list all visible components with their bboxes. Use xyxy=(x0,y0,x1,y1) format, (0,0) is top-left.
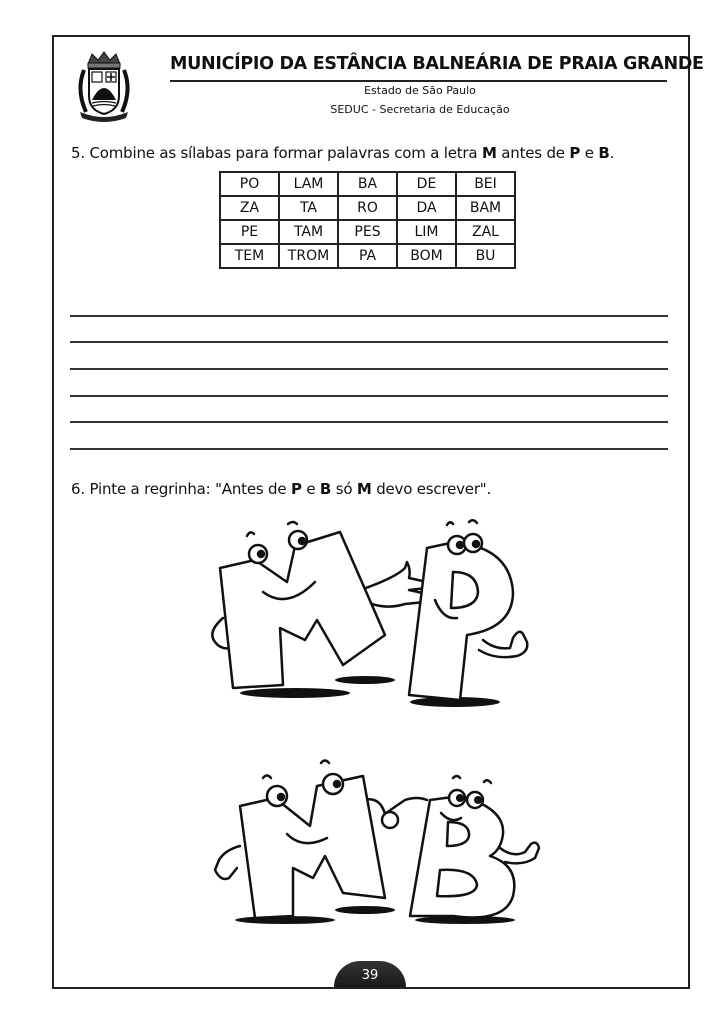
syllable-cell: TA xyxy=(279,196,338,220)
table-row xyxy=(220,196,515,220)
syllable-table xyxy=(219,171,516,269)
exercise-6-instruction: 6. Pinte a regrinha: "Antes de P e B só M devo escrever". xyxy=(71,480,492,498)
cartoon-letters-m-b-illustration[interactable] xyxy=(195,738,545,943)
syllable-cell: PE xyxy=(220,220,279,244)
writing-line[interactable] xyxy=(70,395,668,397)
syllable-cell: PES xyxy=(338,220,397,244)
syllable-cell: BOM xyxy=(397,244,456,268)
syllable-cell: BEI xyxy=(456,172,515,196)
syllable-cell: TEM xyxy=(220,244,279,268)
writing-line[interactable] xyxy=(70,448,668,450)
syllable-cell: RO xyxy=(338,196,397,220)
writing-line[interactable] xyxy=(70,421,668,423)
table-row xyxy=(220,172,515,196)
syllable-cell: LIM xyxy=(397,220,456,244)
syllable-cell: DE xyxy=(397,172,456,196)
writing-line[interactable] xyxy=(70,341,668,343)
syllable-cell: PA xyxy=(338,244,397,268)
syllable-cell: BA xyxy=(338,172,397,196)
table-row xyxy=(220,244,515,268)
writing-line[interactable] xyxy=(70,315,668,317)
municipal-coat-of-arms-icon xyxy=(74,50,134,122)
syllable-cell: BU xyxy=(456,244,515,268)
syllable-cell: BAM xyxy=(456,196,515,220)
state-subtitle: Estado de São Paulo xyxy=(364,84,476,97)
table-row xyxy=(220,220,515,244)
cartoon-letters-m-p-illustration[interactable] xyxy=(195,510,545,720)
writing-line[interactable] xyxy=(70,368,668,370)
department-subtitle: SEDUC - Secretaria de Educação xyxy=(330,103,510,116)
syllable-cell: TROM xyxy=(279,244,338,268)
syllable-cell: DA xyxy=(397,196,456,220)
municipality-title: MUNICÍPIO DA ESTÂNCIA BALNEÁRIA DE PRAIA GRANDE xyxy=(170,54,704,74)
syllable-cell: TAM xyxy=(279,220,338,244)
title-divider xyxy=(170,80,667,82)
exercise-5-instruction: 5. Combine as sílabas para formar palavras com a letra M antes de P e B. xyxy=(71,144,615,162)
page-number: 39 xyxy=(361,968,379,983)
syllable-cell: ZAL xyxy=(456,220,515,244)
syllable-cell: ZA xyxy=(220,196,279,220)
syllable-cell: LAM xyxy=(279,172,338,196)
syllable-cell: PO xyxy=(220,172,279,196)
